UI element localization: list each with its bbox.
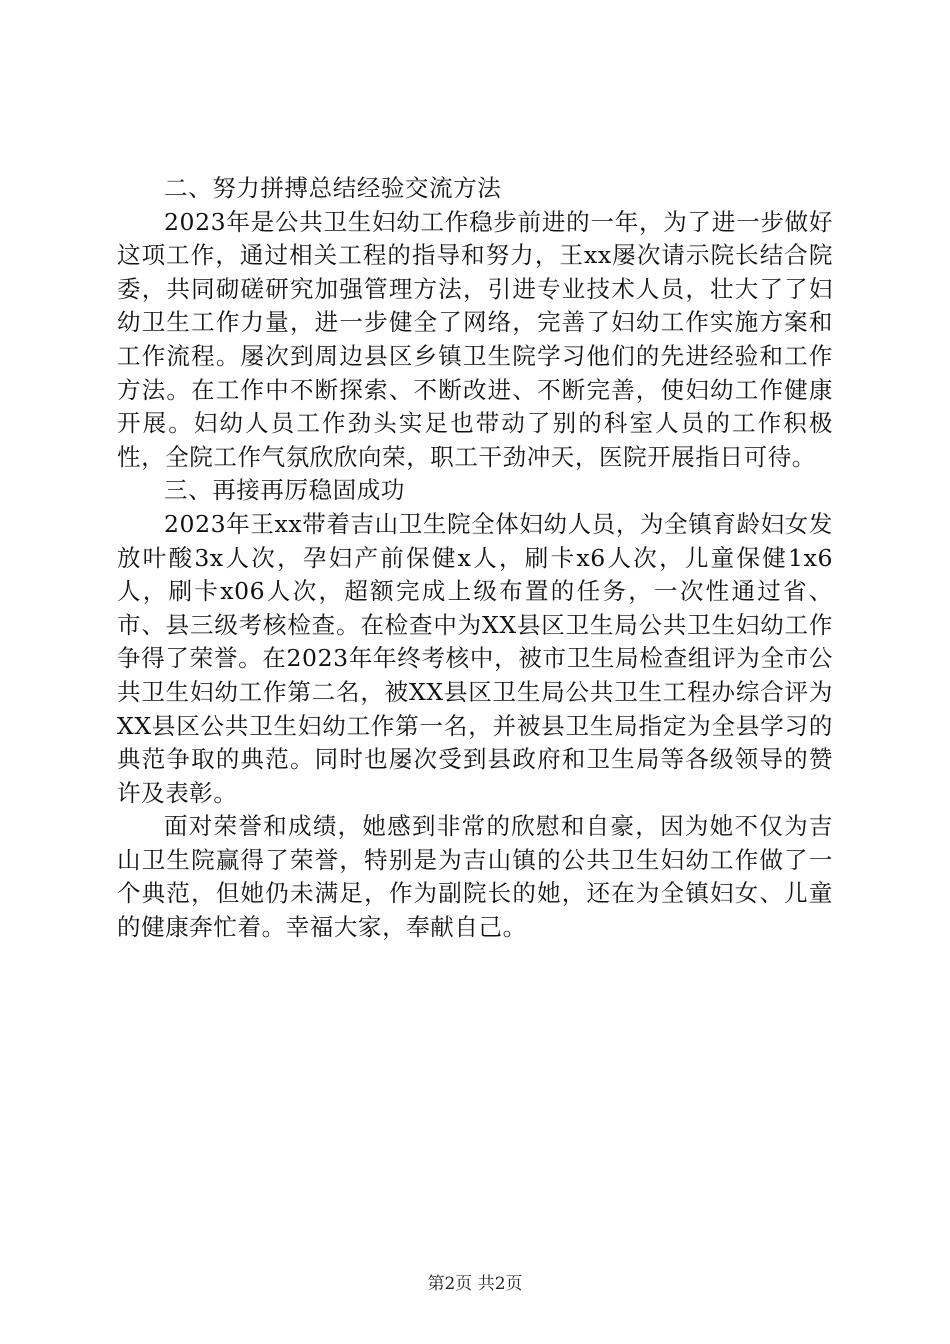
section-3-paragraph-2: 面对荣誉和成绩，她感到非常的欣慰和自豪，因为她不仅为吉山卫生院赢得了荣誉，特别是为吉山镇的公共卫生妇幼工作做了一个典范，但她仍未满足，作为副院长的她，还在为全镇妇女、儿童的健康奔忙着。幸福大家，奉献自己。 [117,812,833,942]
section-heading-2: 二、努力拼搏总结经验交流方法 [164,174,502,202]
section-heading-3: 三、再接再厉稳固成功 [164,476,405,505]
section-3-paragraph-1: 2023年王xx带着吉山卫生院全体妇幼人员，为全镇育龄妇女发放叶酸3x人次，孕妇产前保健x人，刷卡x6人次，儿童保健1x6人，刷卡x06人次，超额完成上级布置的任务，一次性通过省、市、县三级考核检查。在检查中为XX县区卫生局公共卫生妇幼工作争得了荣誉。在2023年年终考核中，被市卫生局检查组评为全市公共卫生妇幼工作第二名，被XX县区卫生局公共卫生工程办综合评为XX县区公共卫生妇幼工作第一名，并被县卫生局指定为全县学习的典范争取的典范。同时也屡次受到县政府和卫生局等各级领导的赞许及表彰。 [117,509,833,807]
section-2-paragraph-1: 2023年是公共卫生妇幼工作稳步前进的一年，为了进一步做好这项工作，通过相关工程的指导和努力，王xx屡次请示院长结合院委，共同砌磋研究加强管理方法，引进专业技术人员，壮大了了妇幼卫生工作力量，进一步健全了网络，完善了妇幼工作实施方案和工作流程。屡次到周边县区乡镇卫生院学习他们的先进经验和工作方法。在工作中不断探索、不断改进、不断完善，使妇幼工作健康开展。妇幼人员工作劲头实足也带动了别的科室人员的工作积极性，全院工作气氛欣欣向荣，职工干劲冲天，医院开展指日可待。 [117,207,833,471]
document-body [117,172,833,945]
page-footer [0,1272,950,1296]
page-number-label: 第2页 共2页 [427,1274,523,1294]
